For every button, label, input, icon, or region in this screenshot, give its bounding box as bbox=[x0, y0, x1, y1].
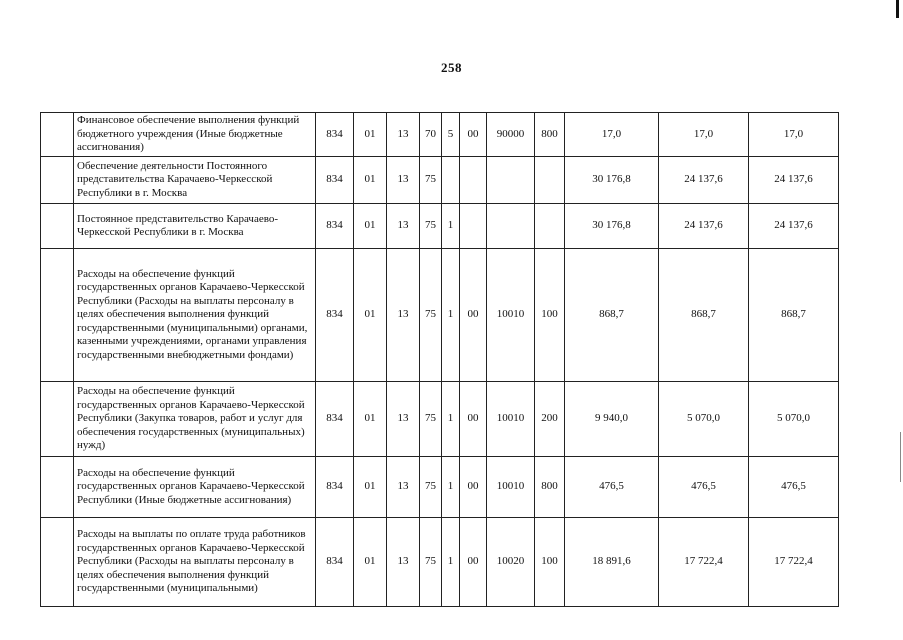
item-name: Расходы на обеспечение функций государственных органов Карачаево-Черкесской Республики (Расходы на выплаты персоналу в целях обеспечения выполнения функций государственными (муниципальными) органами, казенными учреждениями, органами управления государственными внебюджетными фондами) bbox=[74, 249, 316, 382]
amount-year-3: 17 722,4 bbox=[749, 518, 839, 607]
amount-year-1: 868,7 bbox=[565, 249, 659, 382]
target-subprogram-code: 1 bbox=[442, 518, 460, 607]
target-direction-code: 10010 bbox=[487, 382, 535, 457]
ved-code: 834 bbox=[316, 157, 354, 204]
amount-year-3: 5 070,0 bbox=[749, 382, 839, 457]
section-code: 01 bbox=[354, 204, 387, 249]
target-subprogram-code: 1 bbox=[442, 249, 460, 382]
target-main-event-code: 00 bbox=[460, 113, 487, 157]
section-code: 01 bbox=[354, 249, 387, 382]
target-subprogram-code: 1 bbox=[442, 382, 460, 457]
target-main-event-code: 00 bbox=[460, 382, 487, 457]
ved-code: 834 bbox=[316, 382, 354, 457]
amount-year-2: 17,0 bbox=[659, 113, 749, 157]
expense-type-code: 800 bbox=[535, 113, 565, 157]
target-main-event-code: 00 bbox=[460, 249, 487, 382]
target-direction-code: 10020 bbox=[487, 518, 535, 607]
expense-type-code bbox=[535, 157, 565, 204]
target-direction-code: 10010 bbox=[487, 457, 535, 518]
target-subprogram-code: 1 bbox=[442, 457, 460, 518]
amount-year-1: 9 940,0 bbox=[565, 382, 659, 457]
page-number: 258 bbox=[441, 60, 462, 75]
amount-year-2: 476,5 bbox=[659, 457, 749, 518]
amount-year-3: 24 137,6 bbox=[749, 204, 839, 249]
target-main-event-code: 00 bbox=[460, 457, 487, 518]
table-row bbox=[41, 518, 839, 607]
target-direction-code: 10010 bbox=[487, 249, 535, 382]
target-direction-code: 90000 bbox=[487, 113, 535, 157]
subsection-code: 13 bbox=[387, 518, 420, 607]
section-code: 01 bbox=[354, 113, 387, 157]
amount-year-2: 17 722,4 bbox=[659, 518, 749, 607]
expense-type-code bbox=[535, 204, 565, 249]
amount-year-1: 17,0 bbox=[565, 113, 659, 157]
amount-year-1: 30 176,8 bbox=[565, 204, 659, 249]
expense-type-code: 200 bbox=[535, 382, 565, 457]
target-program-code: 75 bbox=[420, 457, 442, 518]
subsection-code: 13 bbox=[387, 113, 420, 157]
ved-code: 834 bbox=[316, 518, 354, 607]
subsection-code: 13 bbox=[387, 249, 420, 382]
empty-cell bbox=[41, 204, 74, 249]
target-subprogram-code: 1 bbox=[442, 204, 460, 249]
target-program-code: 70 bbox=[420, 113, 442, 157]
ved-code: 834 bbox=[316, 204, 354, 249]
amount-year-2: 868,7 bbox=[659, 249, 749, 382]
target-program-code: 75 bbox=[420, 157, 442, 204]
empty-cell bbox=[41, 457, 74, 518]
table-row bbox=[41, 457, 839, 518]
amount-year-1: 30 176,8 bbox=[565, 157, 659, 204]
item-name: Обеспечение деятельности Постоянного представительства Карачаево-Черкесской Республики в г. Москва bbox=[74, 157, 316, 204]
target-main-event-code: 00 bbox=[460, 518, 487, 607]
target-program-code: 75 bbox=[420, 382, 442, 457]
target-direction-code bbox=[487, 204, 535, 249]
section-code: 01 bbox=[354, 157, 387, 204]
amount-year-2: 24 137,6 bbox=[659, 204, 749, 249]
ved-code: 834 bbox=[316, 457, 354, 518]
table-row bbox=[41, 249, 839, 382]
amount-year-3: 476,5 bbox=[749, 457, 839, 518]
item-name: Расходы на выплаты по оплате труда работников государственных органов Карачаево-Черкесской Республики (Расходы на выплаты персоналу в целях обеспечения выполнения функций государственными (муниципальными) bbox=[74, 518, 316, 607]
table-row bbox=[41, 382, 839, 457]
amount-year-2: 24 137,6 bbox=[659, 157, 749, 204]
target-program-code: 75 bbox=[420, 249, 442, 382]
table-row bbox=[41, 157, 839, 204]
empty-cell bbox=[41, 249, 74, 382]
item-name: Финансовое обеспечение выполнения функций бюджетного учреждения (Иные бюджетные ассигнования) bbox=[74, 113, 316, 157]
expense-type-code: 800 bbox=[535, 457, 565, 518]
amount-year-1: 476,5 bbox=[565, 457, 659, 518]
target-program-code: 75 bbox=[420, 204, 442, 249]
amount-year-3: 868,7 bbox=[749, 249, 839, 382]
subsection-code: 13 bbox=[387, 382, 420, 457]
subsection-code: 13 bbox=[387, 457, 420, 518]
item-name: Расходы на обеспечение функций государственных органов Карачаево-Черкесской Республики (Иные бюджетные ассигнования) bbox=[74, 457, 316, 518]
expense-type-code: 100 bbox=[535, 518, 565, 607]
target-main-event-code bbox=[460, 157, 487, 204]
empty-cell bbox=[41, 157, 74, 204]
budget-table bbox=[40, 112, 839, 607]
empty-cell bbox=[41, 113, 74, 157]
target-direction-code bbox=[487, 157, 535, 204]
subsection-code: 13 bbox=[387, 157, 420, 204]
target-subprogram-code bbox=[442, 157, 460, 204]
section-code: 01 bbox=[354, 518, 387, 607]
amount-year-3: 24 137,6 bbox=[749, 157, 839, 204]
ved-code: 834 bbox=[316, 249, 354, 382]
table-row bbox=[41, 204, 839, 249]
amount-year-3: 17,0 bbox=[749, 113, 839, 157]
section-code: 01 bbox=[354, 457, 387, 518]
empty-cell bbox=[41, 518, 74, 607]
scan-side-mark bbox=[900, 432, 901, 482]
empty-cell bbox=[41, 382, 74, 457]
target-program-code: 75 bbox=[420, 518, 442, 607]
subsection-code: 13 bbox=[387, 204, 420, 249]
item-name: Расходы на обеспечение функций государственных органов Карачаево-Черкесской Республики (Закупка товаров, работ и услуг для обеспечения государственных (муниципальных) нужд) bbox=[74, 382, 316, 457]
ved-code: 834 bbox=[316, 113, 354, 157]
scan-edge-mark bbox=[896, 0, 899, 18]
expense-type-code: 100 bbox=[535, 249, 565, 382]
target-main-event-code bbox=[460, 204, 487, 249]
section-code: 01 bbox=[354, 382, 387, 457]
amount-year-1: 18 891,6 bbox=[565, 518, 659, 607]
amount-year-2: 5 070,0 bbox=[659, 382, 749, 457]
table-row bbox=[41, 113, 839, 157]
item-name: Постоянное представительство Карачаево-Черкесской Республики в г. Москва bbox=[74, 204, 316, 249]
target-subprogram-code: 5 bbox=[442, 113, 460, 157]
